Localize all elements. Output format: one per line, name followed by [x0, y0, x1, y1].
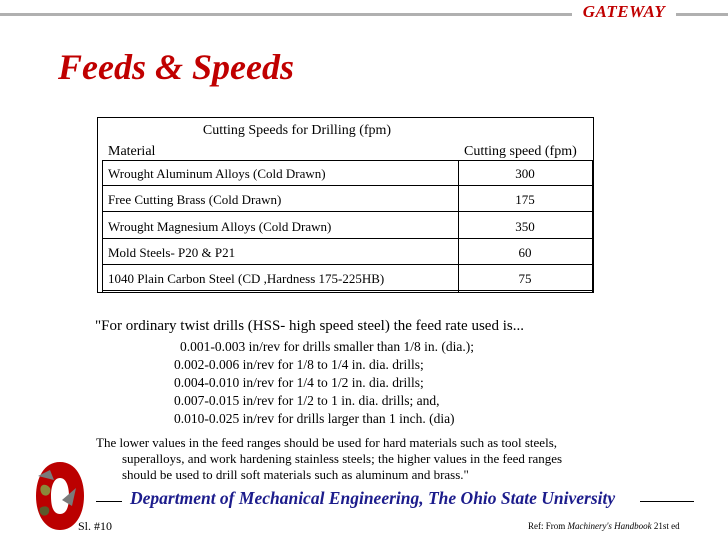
table-right-border — [592, 160, 593, 293]
footer-rule-right — [640, 501, 694, 502]
table-row-divider — [102, 238, 592, 239]
page-title: Feeds & Speeds — [58, 47, 294, 87]
note-line: The lower values in the feed ranges should be used for hard materials such as tool steels, — [96, 435, 557, 450]
slide-number: Sl. #10 — [78, 519, 113, 533]
table-left-border — [102, 160, 103, 293]
table-row-material: Free Cutting Brass (Cold Drawn) — [108, 192, 282, 207]
table-row-material: 1040 Plain Carbon Steel (CD ,Hardness 175-225HB) — [108, 271, 385, 286]
table-row-speed: 60 — [518, 245, 532, 260]
table-row-speed: 75 — [518, 271, 532, 286]
feed-rate-line: 0.007-0.015 in/rev for 1/2 to 1 in. dia. drills; and, — [174, 393, 440, 408]
table-row-material: Mold Steels- P20 & P21 — [108, 245, 236, 260]
feed-range-note — [96, 435, 636, 483]
feed-rate-line: 0.001-0.003 in/rev for drills smaller than 1/8 in. (dia.); — [180, 339, 474, 354]
header-rule-right — [676, 13, 728, 16]
feed-rate-line: 0.004-0.010 in/rev for 1/4 to 1/2 in. dia. drills; — [174, 375, 424, 390]
reference-book: Machinery's Handbook — [567, 521, 652, 531]
column-header-material: Material — [108, 144, 156, 159]
table-row-divider — [102, 290, 592, 291]
note-line: should be used to drill soft materials such as aluminum and brass." — [122, 467, 469, 482]
table-row-speed: 175 — [515, 192, 535, 207]
department-name: Department of Mechanical Engineering, The Ohio State University — [130, 488, 616, 508]
table-row-divider — [102, 185, 592, 186]
column-header-speed: Cutting speed (fpm) — [464, 144, 577, 159]
feed-rate-line: 0.010-0.025 in/rev for drills larger than 1 inch. (dia) — [174, 411, 455, 426]
note-line: superalloys, and work hardening stainless steels; the higher values in the feed ranges — [122, 451, 563, 466]
table-row-material: Wrought Magnesium Alloys (Cold Drawn) — [108, 219, 332, 234]
reference-note — [528, 521, 680, 531]
table-row-speed: 350 — [515, 219, 535, 234]
table-row-material: Wrought Aluminum Alloys (Cold Drawn) — [108, 166, 326, 181]
table-row-speed: 300 — [515, 166, 535, 181]
feed-rate-line: 0.002-0.006 in/rev for 1/8 to 1/4 in. dia. drills; — [174, 357, 424, 372]
header-rule-left — [0, 13, 572, 16]
table-column-divider — [458, 160, 459, 293]
table-caption: Cutting Speeds for Drilling (fpm) — [202, 123, 392, 138]
footer-rule-left — [96, 501, 122, 502]
table-row-divider — [102, 264, 592, 265]
table-header-divider — [102, 160, 592, 161]
table-row-divider — [102, 211, 592, 212]
reference-prefix: Ref: From — [528, 521, 568, 531]
reference-suffix: 21st ed — [651, 521, 680, 531]
gateway-brand: GATEWAY — [582, 2, 666, 21]
feed-rate-intro: "For ordinary twist drills (HSS- high speed steel) the feed rate used is... — [95, 318, 524, 334]
